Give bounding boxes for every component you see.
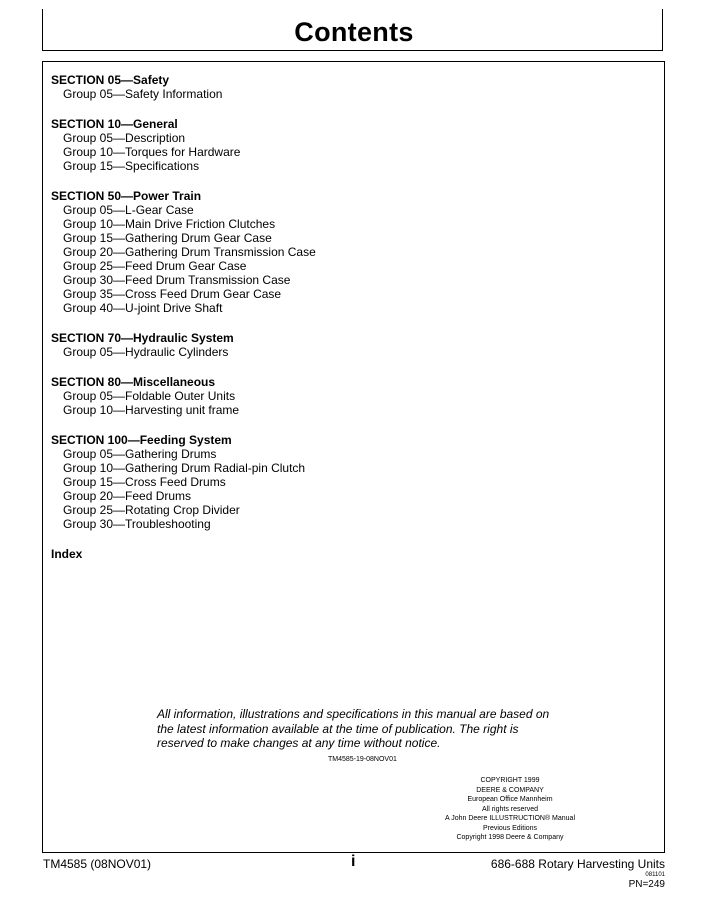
group-item[interactable]: Group 40—U-joint Drive Shaft [63,301,223,315]
disclaimer-text [157,707,567,751]
section-title[interactable]: SECTION 05—Safety [51,73,170,87]
toc-section [51,375,316,417]
section-title[interactable]: SECTION 100—Feeding System [51,433,232,447]
copyright-line: European Office Mannheim [467,796,553,803]
disclaimer-line: the latest information available at the time of publication. The right is [157,721,519,736]
disclaimer-line: reserved to make changes at any time without notice. [157,736,441,750]
footer-code: 081101 [645,872,665,878]
group-item[interactable]: Group 25—Feed Drum Gear Case [63,259,247,273]
index-link[interactable]: Index [51,547,83,561]
copyright-line: A John Deere ILLUSTRUCTION® Manual [444,815,576,822]
group-item[interactable]: Group 05—Description [63,131,186,145]
group-item[interactable]: Group 30—Troubleshooting [63,517,211,531]
document-code: TM4585-19-08NOV01 [328,756,397,763]
section-title[interactable]: SECTION 50—Power Train [51,189,202,203]
toc-section [51,331,316,359]
section-title[interactable]: SECTION 10—General [51,117,178,131]
group-item[interactable]: Group 15—Specifications [63,159,200,173]
group-item[interactable]: Group 05—L-Gear Case [63,203,194,217]
group-item[interactable]: Group 25—Rotating Crop Divider [63,503,240,517]
toc-section [51,117,316,173]
footer-manual-title: 686-688 Rotary Harvesting Units [490,857,665,871]
group-item[interactable]: Group 15—Gathering Drum Gear Case [63,231,272,245]
group-item[interactable]: Group 20—Feed Drums [63,489,192,503]
copyright-line: COPYRIGHT 1999 [480,777,540,784]
footer-pn: PN=249 [628,879,665,890]
group-item[interactable]: Group 15—Cross Feed Drums [63,475,226,489]
group-item[interactable]: Group 05—Safety Information [63,87,223,101]
group-item[interactable]: Group 35—Cross Feed Drum Gear Case [63,287,282,301]
copyright-block [430,776,590,843]
group-item[interactable]: Group 05—Foldable Outer Units [63,389,236,403]
group-item[interactable]: Group 05—Hydraulic Cylinders [63,345,229,359]
group-item[interactable]: Group 05—Gathering Drums [63,447,217,461]
copyright-line: Previous Editions [482,824,538,832]
toc-section [51,73,316,101]
section-title[interactable]: SECTION 70—Hydraulic System [51,331,234,345]
page-title: Contents [294,17,414,47]
table-of-contents [51,73,316,561]
group-item[interactable]: Group 10—Main Drive Friction Clutches [63,217,276,231]
copyright-line: DEERE & COMPANY [476,786,544,794]
toc-section [51,433,316,531]
group-item[interactable]: Group 30—Feed Drum Transmission Case [63,273,291,287]
copyright-line: All rights reserved [481,805,539,813]
toc-section [51,189,316,315]
disclaimer-line: All information, illustrations and specifications in this manual are based on [157,707,550,721]
group-item[interactable]: Group 20—Gathering Drum Transmission Case [63,245,316,259]
page-number: i [351,853,356,870]
section-title[interactable]: SECTION 80—Miscellaneous [51,375,216,389]
group-item[interactable]: Group 10—Torques for Hardware [63,145,241,159]
footer-manual-id: TM4585 (08NOV01) [43,857,152,871]
group-item[interactable]: Group 10—Gathering Drum Radial-pin Clutch [63,461,306,475]
group-item[interactable]: Group 10—Harvesting unit frame [63,403,240,417]
copyright-line: Copyright 1998 Deere & Company [456,834,564,841]
